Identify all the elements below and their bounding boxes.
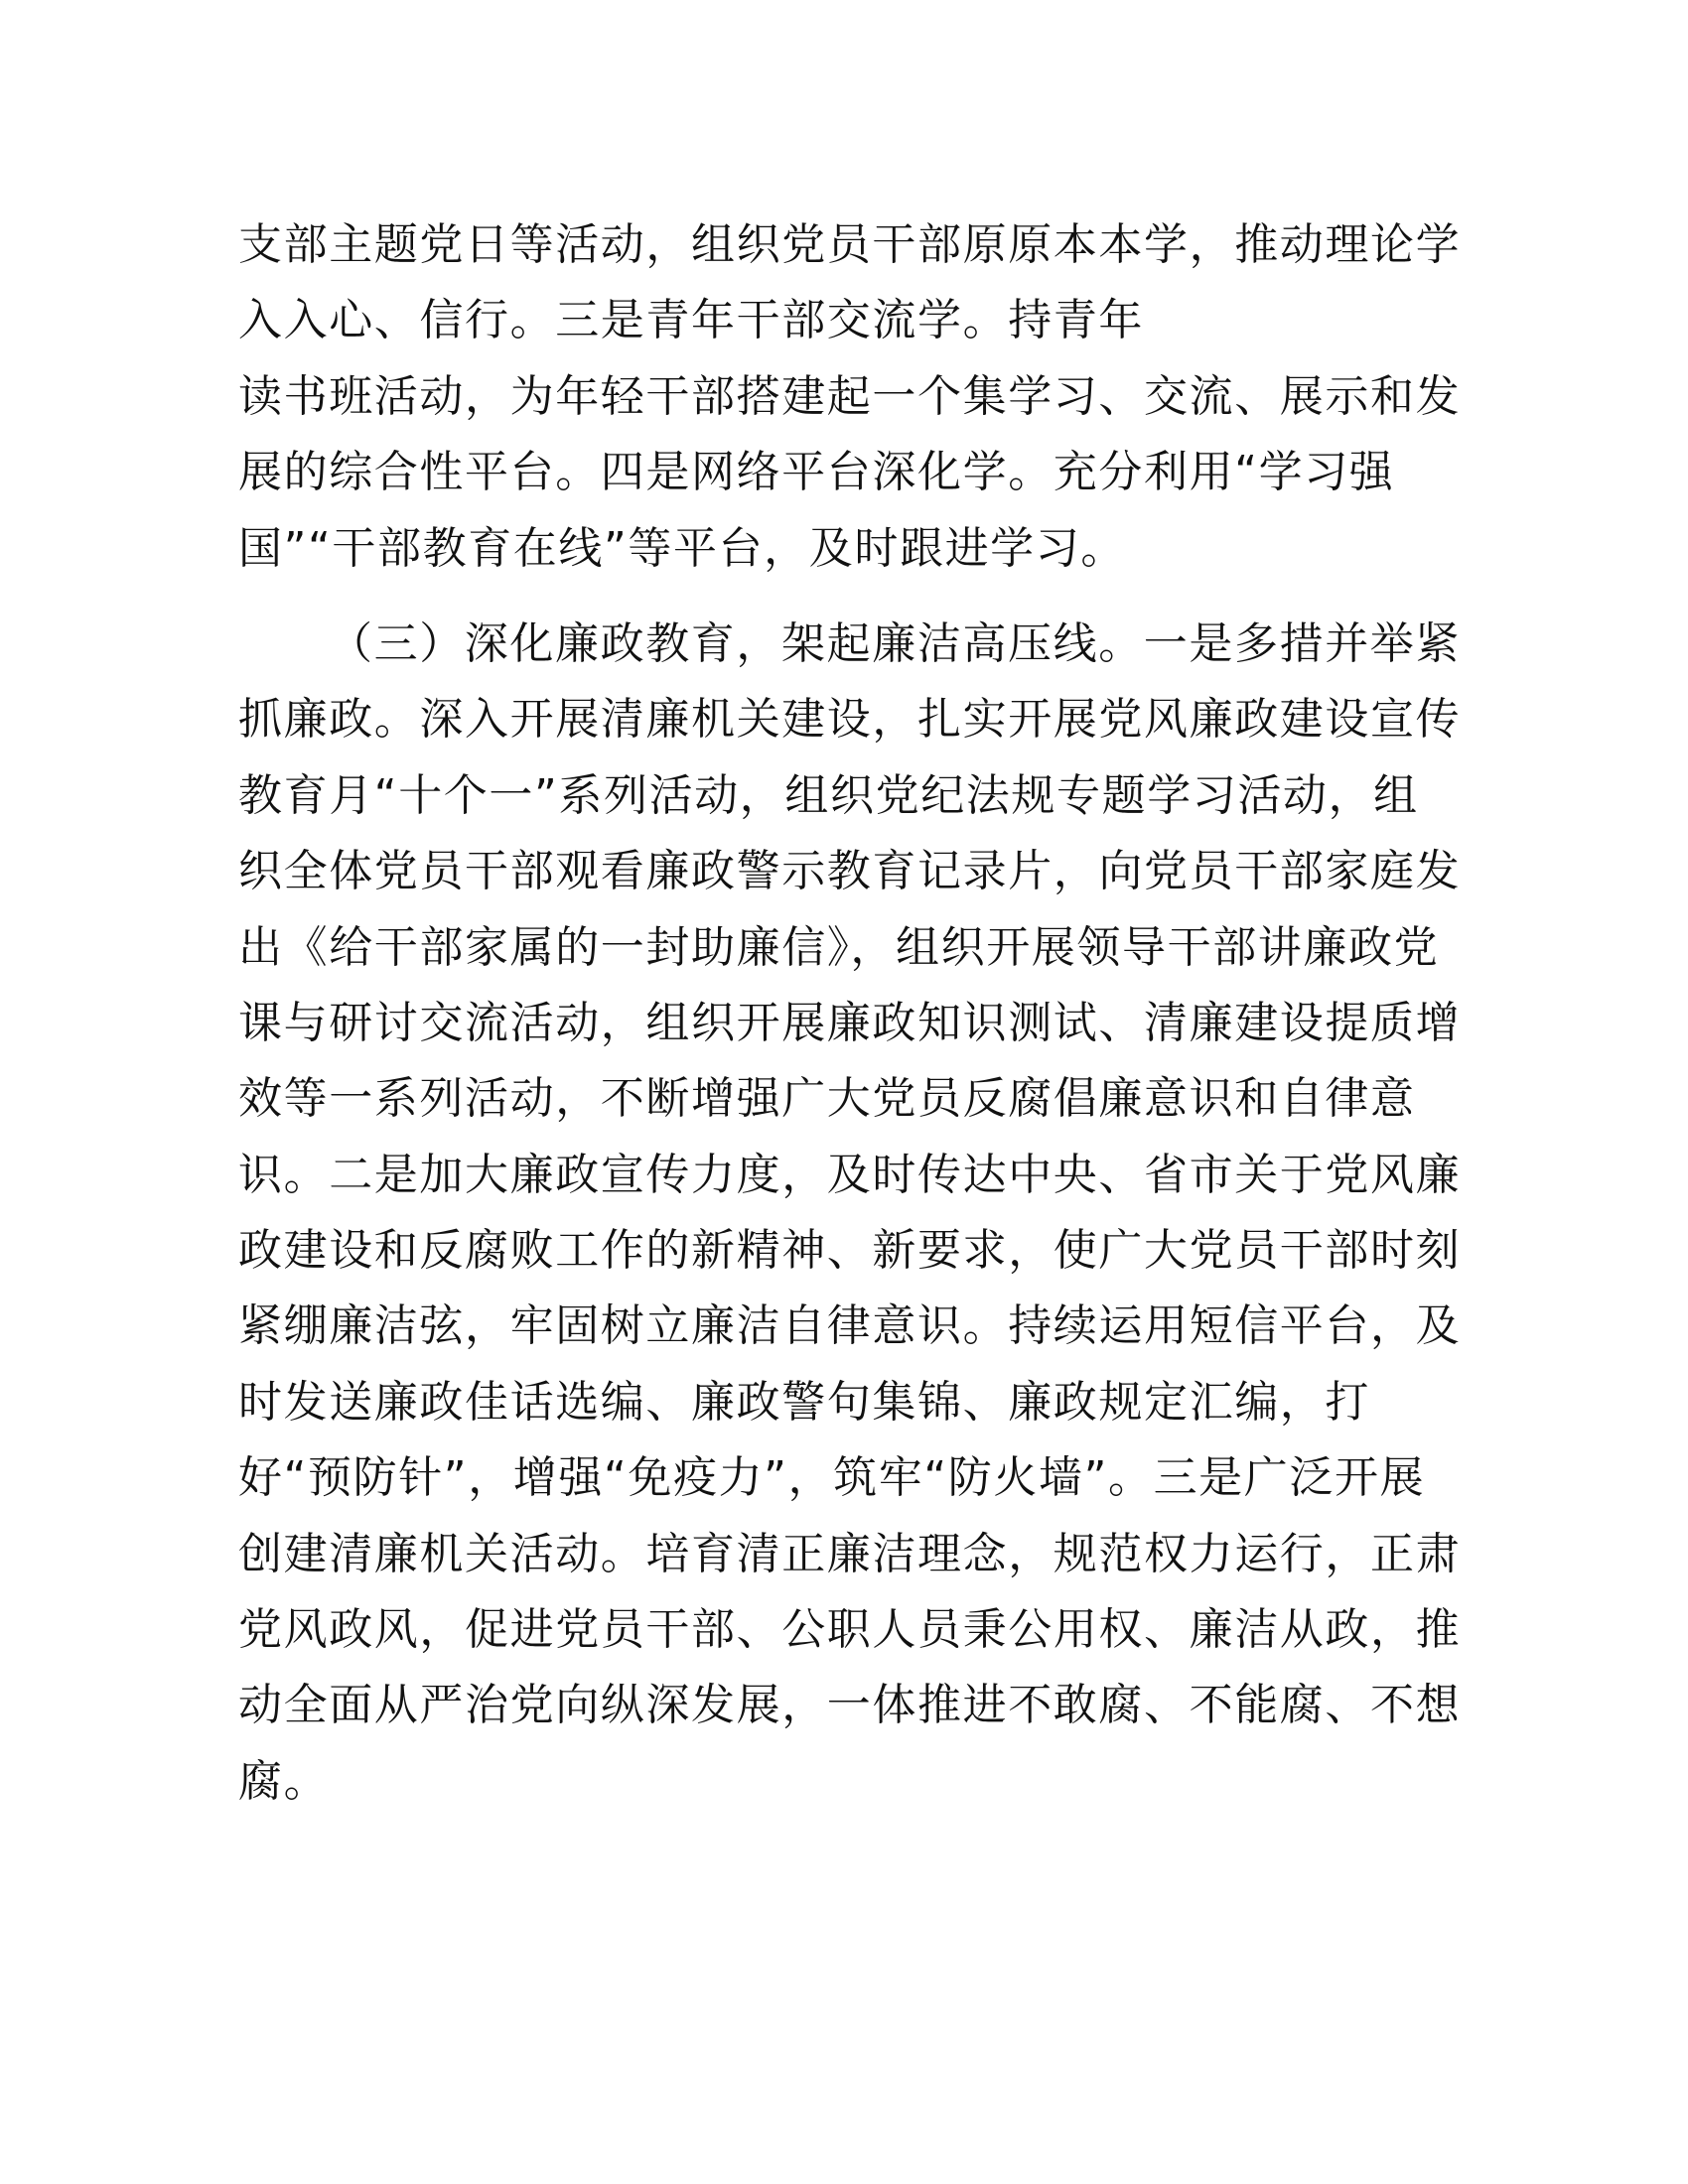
section-heading-line: （三）深化廉政教育，架起廉洁高压线。一是多措并举紧 xyxy=(329,617,1461,669)
text-line: 织全体党员干部观看廉政警示教育记录片，向党员干部家庭发 xyxy=(238,846,1462,897)
text-line: 紧绷廉洁弦，牢固树立廉洁自律意识。持续运用短信平台，及 xyxy=(238,1300,1462,1352)
text-line: 效等一系列活动，不断增强广大党员反腐倡廉意识和自律意 xyxy=(238,1073,1416,1125)
paragraph-2 xyxy=(238,607,1470,1820)
paragraph-1 xyxy=(238,207,1470,587)
text-line: 课与研讨交流活动，组织开展廉政知识测试、清廉建设提质增 xyxy=(238,997,1462,1048)
text-line: 教育月“十个一”系列活动，组织党纪法规专题学习活动，组 xyxy=(238,769,1419,821)
text-line: 展的综合性平台。四是网络平台深化学。充分利用“学习强 xyxy=(238,447,1395,498)
text-line: 腐。 xyxy=(238,1755,330,1807)
document-page xyxy=(238,207,1470,1840)
text-line: 入入心、信行。三是青年干部交流学。持青年 xyxy=(238,295,1144,346)
text-line: 创建清廉机关活动。培育清正廉洁理念，规范权力运行，正肃 xyxy=(238,1528,1462,1579)
text-line: 动全面从严治党向纵深发展，一体推进不敢腐、不能腐、不想 xyxy=(238,1680,1462,1731)
text-line: 国”“干部教育在线”等平台，及时跟进学习。 xyxy=(238,522,1126,574)
text-line: 出《给干部家属的一封助廉信》，组织开展领导干部讲廉政党 xyxy=(238,921,1440,973)
text-line: 支部主题党日等活动，组织党员干部原原本本学，推动理论学 xyxy=(238,219,1462,270)
text-line: 读书班活动，为年轻干部搭建起一个集学习、交流、展示和发 xyxy=(238,370,1462,422)
text-line: 识。二是加大廉政宣传力度，及时传达中央、省市关于党风廉 xyxy=(238,1149,1462,1200)
text-line: 好“预防针”，增强“免疫力”，筑牢“防火墙”。三是广泛开展 xyxy=(238,1452,1426,1504)
text-line: 政建设和反腐败工作的新精神、新要求，使广大党员干部时刻 xyxy=(238,1225,1462,1277)
text-line: 党风政风，促进党员干部、公职人员秉公用权、廉洁从政，推 xyxy=(238,1604,1462,1656)
text-line: 时发送廉政佳话选编、廉政警句集锦、廉政规定汇编，打 xyxy=(238,1376,1370,1428)
text-line: 抓廉政。深入开展清廉机关建设，扎实开展党风廉政建设宣传 xyxy=(238,694,1462,746)
